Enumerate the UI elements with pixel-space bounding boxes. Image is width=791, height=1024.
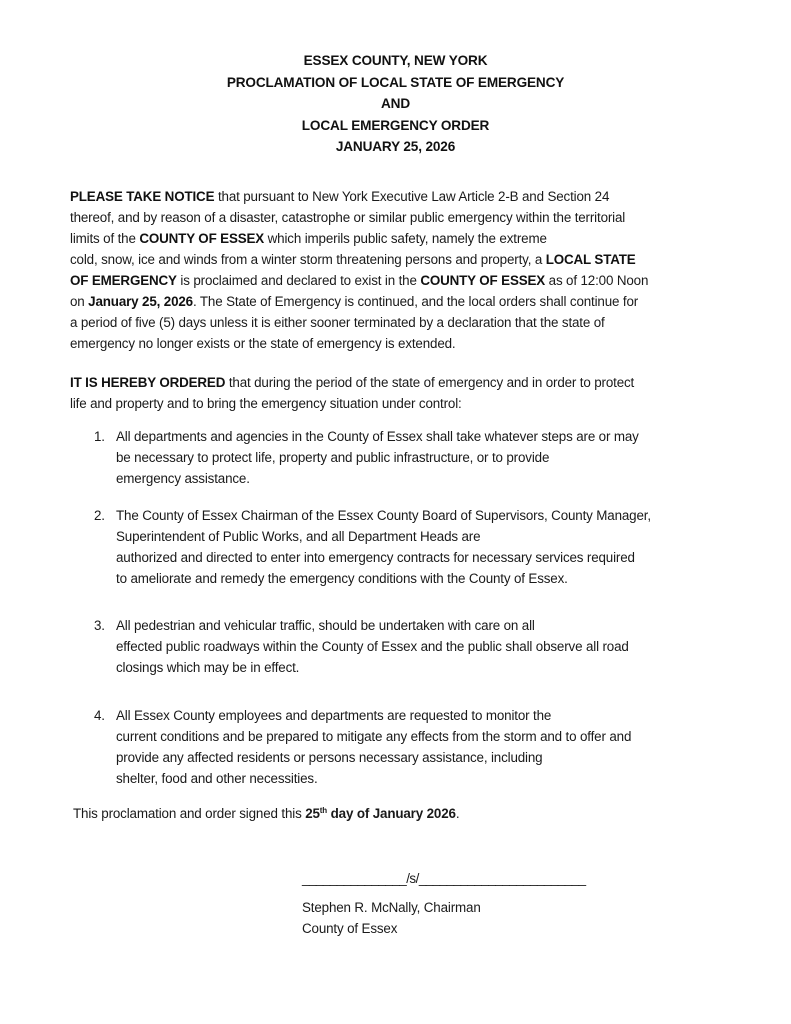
item-text: All pedestrian and vehicular traffic, should be undertaken with care on all [116, 618, 535, 633]
ordered-paragraph [70, 372, 730, 414]
closing-statement [73, 800, 459, 824]
county-name-bold: COUNTY OF ESSEX [139, 231, 265, 246]
ordinal-suffix: th [319, 806, 328, 815]
item-text: authorized and directed to enter into emergency contracts for necessary services required [116, 550, 635, 565]
text: on [70, 294, 89, 309]
signing-day: 25 [305, 806, 320, 821]
item-text: be necessary to protect life, property and public infrastructure, or to provide [116, 450, 550, 465]
ordered-lead: IT IS HEREBY ORDERED [70, 375, 226, 390]
signature-line: _______________/s/________________________ [302, 871, 586, 886]
text: that pursuant to New York Executive Law Article 2-B and Section 24 [214, 189, 610, 204]
item-number: 2. [94, 508, 105, 523]
local-state-bold: LOCAL STATE [545, 252, 636, 267]
item-number: 3. [94, 618, 105, 633]
text: . [455, 806, 460, 821]
text: as of 12:00 Noon [545, 273, 649, 288]
header-county: ESSEX COUNTY, NEW YORK [303, 53, 488, 68]
header-date: JANUARY 25, 2026 [335, 139, 456, 154]
text: a period of five (5) days unless it is either sooner terminated by a declaration that the state of [70, 315, 605, 330]
text: emergency no longer exists or the state of emergency is extended. [70, 336, 456, 351]
signer-name: Stephen R. McNally, Chairman [302, 900, 481, 915]
text: limits of the [70, 231, 140, 246]
item-text: current conditions and be prepared to mitigate any effects from the storm and to offer and [116, 729, 632, 744]
item-text: to ameliorate and remedy the emergency conditions with the County of Essex. [116, 571, 568, 586]
text: cold, snow, ice and winds from a winter storm threatening persons and property, a [70, 252, 546, 267]
item-text: closings which may be in effect. [116, 660, 300, 675]
item-text: The County of Essex Chairman of the Essex County Board of Supervisors, County Manager, [116, 508, 651, 523]
document-header [0, 50, 791, 158]
text: is proclaimed and declared to exist in the [176, 273, 421, 288]
header-order-title: LOCAL EMERGENCY ORDER [301, 117, 490, 133]
item-text: shelter, food and other necessities. [116, 771, 318, 786]
text: which imperils public safety, namely the extreme [264, 231, 547, 246]
text: thereof, and by reason of a disaster, catastrophe or similar public emergency within the territorial [70, 210, 626, 225]
header-and: AND [380, 96, 410, 111]
signing-date: day of January 2026 [327, 806, 456, 821]
signer-organization: County of Essex [302, 921, 398, 936]
item-text: Superintendent of Public Works, and all Department Heads are [116, 529, 481, 544]
text: This proclamation and order signed this [73, 806, 306, 821]
text: life and property and to bring the emergency situation under control: [70, 396, 462, 411]
header-proclamation-title: PROCLAMATION OF LOCAL STATE OF EMERGENCY [226, 74, 565, 90]
item-text: All departments and agencies in the County of Essex shall take whatever steps are or may [116, 429, 639, 444]
county-name-bold: COUNTY OF ESSEX [420, 273, 546, 288]
text: . The State of Emergency is continued, and the local orders shall continue for [192, 294, 639, 309]
notice-lead: PLEASE TAKE NOTICE [70, 189, 215, 204]
item-text: All Essex County employees and departments are requested to monitor the [116, 708, 552, 723]
emergency-bold: OF EMERGENCY [70, 273, 177, 288]
item-number: 4. [94, 708, 105, 723]
date-bold: January 25, 2026 [88, 294, 193, 309]
item-text: effected public roadways within the County of Essex and the public shall observe all road [116, 639, 629, 654]
notice-paragraph [70, 186, 730, 354]
item-number: 1. [94, 429, 105, 444]
text: that during the period of the state of emergency and in order to protect [225, 375, 635, 390]
item-text: emergency assistance. [116, 471, 250, 486]
item-text: provide any affected residents or persons necessary assistance, including [116, 750, 543, 765]
